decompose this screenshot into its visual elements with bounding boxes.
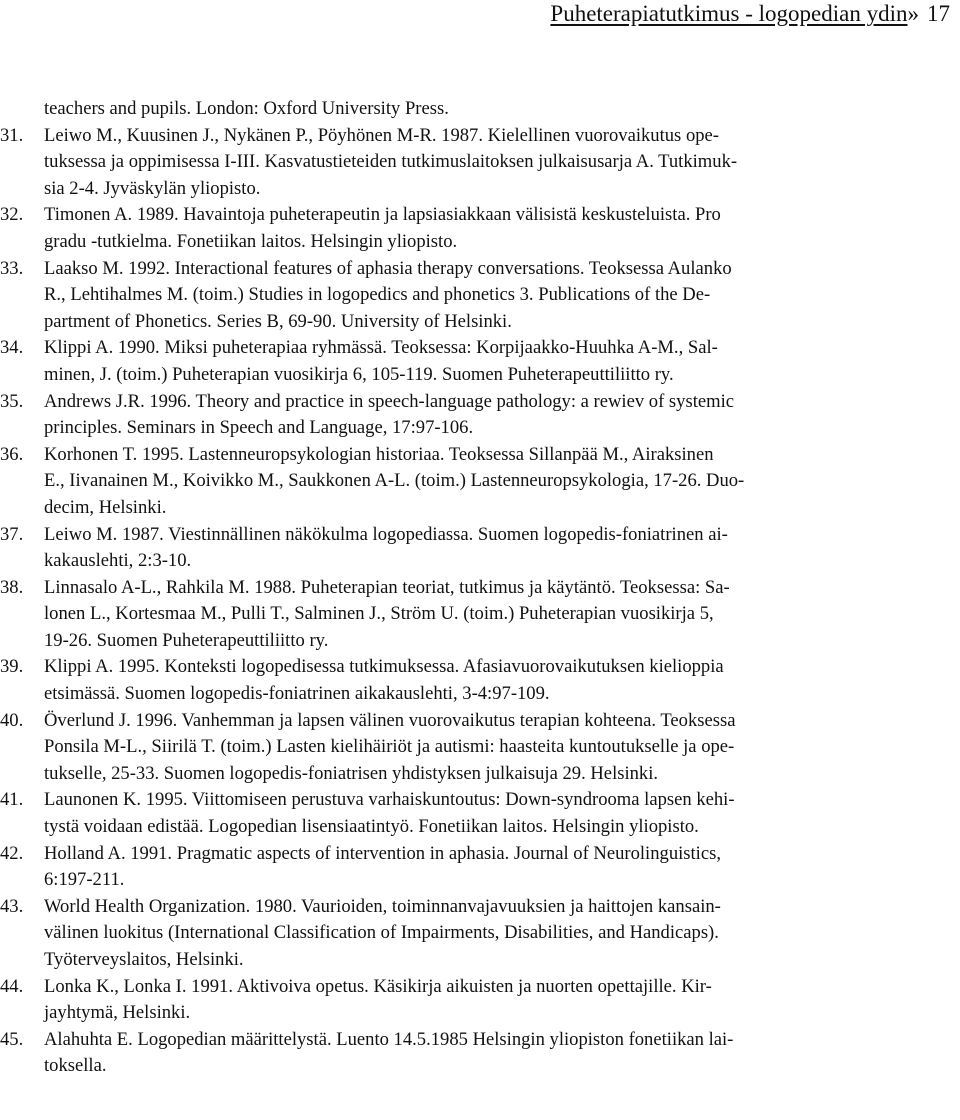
reference-item	[0, 389, 950, 442]
reference-number: 37.	[0, 523, 24, 545]
reference-text	[44, 202, 950, 255]
reference-item	[0, 335, 950, 388]
page-number: 17	[927, 1, 950, 26]
reference-line: tystä voidaan edistää. Logopedian lisensiaatintyö. Fonetiikan laitos. Helsingin yliopisto.	[44, 816, 699, 838]
reference-item	[0, 841, 950, 894]
reference-line: Holland A. 1991. Pragmatic aspects of intervention in aphasia. Journal of Neurolinguistics,	[44, 842, 721, 864]
reference-line: principles. Seminars in Speech and Language, 17:97-106.	[44, 417, 474, 439]
reference-line: R., Lehtihalmes M. (toim.) Studies in logopedics and phonetics 3. Publications of the De-	[44, 284, 711, 306]
reference-line: teachers and pupils. London: Oxford University Press.	[44, 98, 449, 119]
reference-item	[0, 654, 950, 707]
reference-number: 34.	[0, 337, 24, 359]
reference-item	[0, 256, 950, 336]
reference-line: minen, J. (toim.) Puheterapian vuosikirja 6, 105-119. Suomen Puheterapeuttiliitto ry.	[44, 363, 674, 385]
reference-item	[0, 708, 950, 788]
reference-line: partment of Phonetics. Series B, 69-90. University of Helsinki.	[44, 310, 512, 332]
reference-text	[44, 654, 950, 707]
reference-number: 33.	[0, 257, 24, 279]
reference-text	[44, 787, 950, 840]
reference-list	[0, 96, 950, 1080]
reference-number: 31.	[0, 124, 24, 146]
reference-line: välinen luokitus (International Classification of Impairments, Disabilities, and Handicaps).	[44, 922, 719, 944]
reference-text	[44, 841, 950, 894]
reference-number: 45.	[0, 1028, 24, 1050]
reference-line: 19-26. Suomen Puheterapeuttiliitto ry.	[44, 629, 329, 651]
reference-item	[0, 974, 950, 1027]
reference-number: 39.	[0, 656, 24, 678]
reference-line: decim, Helsinki.	[44, 496, 167, 518]
header-separator: »	[907, 1, 919, 26]
reference-line: Klippi A. 1995. Konteksti logopedisessa tutkimuksessa. Afasiavuorovaikutuksen kielioppia	[44, 656, 724, 678]
reference-number: 44.	[0, 975, 24, 997]
reference-line: E., Iivanainen M., Koivikko M., Saukkonen A-L. (toim.) Lastenneuropsykologia, 17-26. Duo-	[44, 470, 745, 492]
reference-line: etsimässä. Suomen logopedis-foniatrinen aikakauslehti, 3-4:97-109.	[44, 683, 550, 705]
reference-line: Andrews J.R. 1996. Theory and practice in speech-language pathology: a rewiev of systemic	[44, 390, 735, 412]
reference-item	[0, 787, 950, 840]
reference-text	[44, 522, 950, 575]
reference-text	[44, 1027, 950, 1080]
reference-line: Alahuhta E. Logopedian määrittelystä. Luento 14.5.1985 Helsingin yliopiston fonetiikan lai-	[44, 1028, 734, 1050]
reference-text	[44, 442, 950, 522]
reference-line: Klippi A. 1990. Miksi puheterapiaa ryhmässä. Teoksessa: Korpijaakko-Huuhka A-M., Sal-	[44, 337, 718, 359]
reference-number: 32.	[0, 204, 24, 226]
reference-line: Leiwo M. 1987. Viestinnällinen näkökulma logopediassa. Suomen logopedis-foniatrinen ai-	[44, 523, 728, 545]
reference-item	[0, 575, 950, 655]
reference-line: Överlund J. 1996. Vanhemman ja lapsen välinen vuorovaikutus terapian kohteena. Teoksessa	[44, 709, 736, 731]
reference-line: 6:197-211.	[44, 869, 125, 891]
reference-line: Laakso M. 1992. Interactional features of aphasia therapy conversations. Teoksessa Aulanko	[44, 257, 732, 279]
reference-text	[44, 123, 950, 203]
reference-text	[44, 974, 950, 1027]
reference-number: 36.	[0, 443, 24, 465]
reference-line: Työterveyslaitos, Helsinki.	[44, 949, 244, 970]
reference-number: 42.	[0, 842, 24, 864]
reference-text	[44, 708, 950, 788]
reference-line: Launonen K. 1995. Viittomiseen perustuva varhaiskuntoutus: Down-syndrooma lapsen kehi-	[44, 789, 735, 811]
reference-item	[0, 442, 950, 522]
reference-line: kakauslehti, 2:3-10.	[44, 550, 192, 572]
reference-line: Linnasalo A-L., Rahkila M. 1988. Puheterapian teoriat, tutkimus ja käytäntö. Teoksessa: Sa-	[44, 576, 730, 598]
reference-text	[44, 256, 950, 336]
reference-number: 40.	[0, 709, 24, 731]
reference-line: tuksessa ja oppimisessa I-III. Kasvatustieteiden tutkimuslaitoksen julkaisusarja A. Tutkimuk-	[44, 151, 738, 173]
reference-line: Korhonen T. 1995. Lastenneuropsykologian historiaa. Teoksessa Sillanpää M., Airaksinen	[44, 443, 714, 465]
reference-line: Ponsila M-L., Siirilä T. (toim.) Lasten kielihäiriöt ja autismi: haasteita kuntoutukselle ja ope-	[44, 736, 735, 758]
reference-line: Lonka K., Lonka I. 1991. Aktivoiva opetus. Käsikirja aikuisten ja nuorten opettajille. Kir-	[44, 975, 712, 997]
reference-item	[0, 202, 950, 255]
reference-item	[0, 123, 950, 203]
running-header	[550, 0, 950, 28]
reference-line: gradu -tutkielma. Fonetiikan laitos. Helsingin yliopisto.	[44, 230, 458, 252]
reference-entries	[0, 123, 950, 1080]
reference-number: 43.	[0, 895, 24, 917]
reference-item	[0, 1027, 950, 1080]
header-title: Puheterapiatutkimus - logopedian ydin	[550, 1, 908, 26]
reference-line: toksella.	[44, 1055, 107, 1077]
reference-line: jayhtymä, Helsinki.	[44, 1002, 191, 1024]
reference-item	[0, 522, 950, 575]
reference-text	[44, 335, 950, 388]
reference-item	[0, 894, 950, 974]
reference-number: 35.	[0, 390, 24, 412]
reference-number: 41.	[0, 789, 24, 811]
reference-text	[44, 575, 950, 655]
reference-line: World Health Organization. 1980. Vaurioiden, toiminnanvajavuuksien ja haittojen kansain-	[44, 895, 721, 917]
reference-continuation	[0, 96, 950, 123]
reference-line: Leiwo M., Kuusinen J., Nykänen P., Pöyhönen M-R. 1987. Kielellinen vuorovaikutus ope-	[44, 124, 719, 146]
reference-text	[44, 389, 950, 442]
reference-text	[44, 894, 950, 974]
reference-number: 38.	[0, 576, 24, 598]
reference-line: tukselle, 25-33. Suomen logopedis-foniatrisen yhdistyksen julkaisuja 29. Helsinki.	[44, 762, 659, 784]
reference-line: Timonen A. 1989. Havaintoja puheterapeutin ja lapsiasiakkaan välisistä keskusteluista. Pro	[44, 204, 721, 226]
reference-line: sia 2-4. Jyväskylän yliopisto.	[44, 177, 261, 199]
reference-line: lonen L., Kortesmaa M., Pulli T., Salminen J., Ström U. (toim.) Puheterapian vuosikirja 5,	[44, 603, 714, 625]
reference-text	[44, 96, 950, 123]
